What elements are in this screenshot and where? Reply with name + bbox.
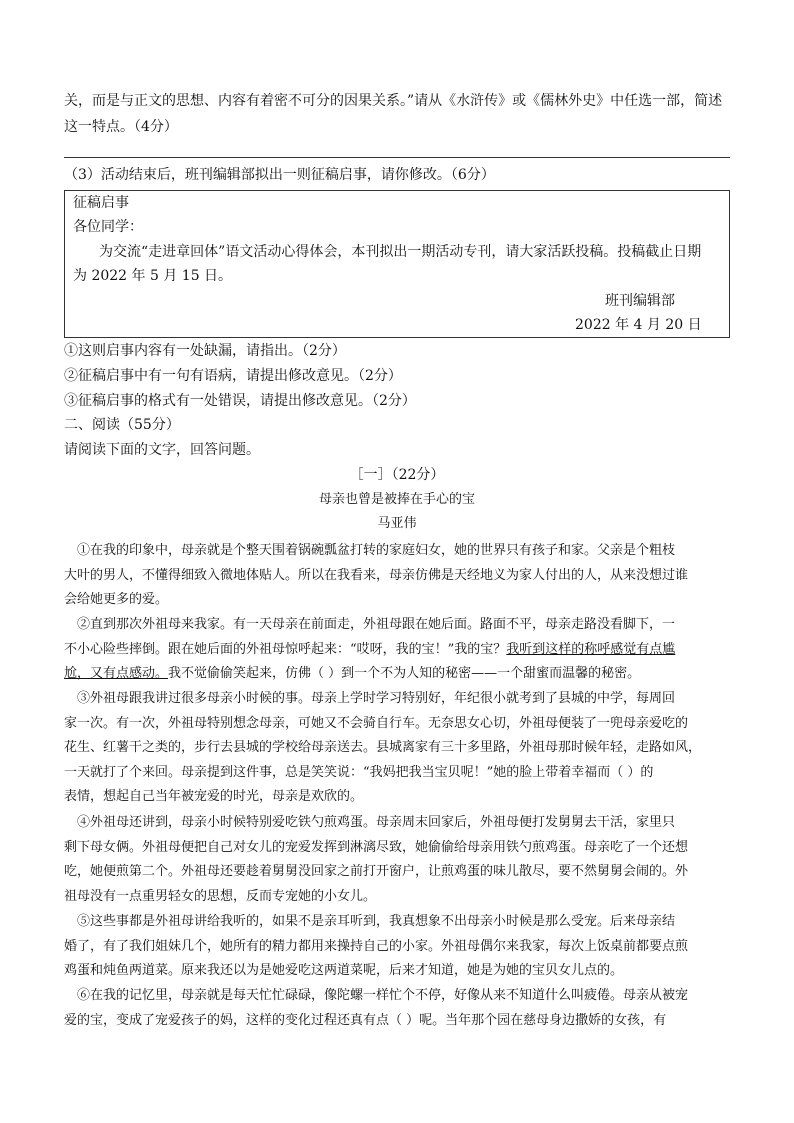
sub-question-3: ③征稿启事的格式有一处错误，请提出修改意见。（2分）	[64, 393, 416, 409]
paragraph-line: 祖母没有一点重男轻女的思想，反而专宠她的小女儿。	[64, 888, 377, 904]
notice-heading: 征稿启事	[73, 195, 129, 211]
paragraph-line: ④外祖母还讲到，母亲小时候特别爱吃铁勺煎鸡蛋。母亲周末回家后，外祖母便打发舅舅去干活，家里只	[77, 815, 676, 830]
paragraph-4	[64, 811, 728, 909]
paragraph-line: 花生、红薯干之类的，步行去县城的学校给母亲送去。县城离家有三十多里路，外祖母那时候年轻，走路如风，	[64, 740, 702, 756]
paragraph-text: 我不觉偷偷笑起来，仿佛（ ）到一个不为人知的秘密——一个甜蜜而温馨的秘密。	[168, 666, 641, 682]
paragraph-line: 大叶的男人，不懂得细致入微地体贴人。所以在我看来，母亲仿佛是天经地义为家人付出的人，从来没想过谁	[64, 567, 689, 583]
notice-signature: 班刊编辑部	[605, 293, 675, 309]
paragraph-1	[64, 539, 728, 613]
passage-author: 马亚伟	[377, 516, 417, 531]
paragraph-line: 鸡蛋和炖鱼两道菜。原来我还以为是她爱吃这两道菜呢，后来才知道，她是为她的宝贝女儿点的。	[64, 963, 624, 979]
paragraph-line: ②直到那次外祖母来我家。有一天母亲在前面走，外祖母跟在她后面。路面不平，母亲走路没看脚下，一	[77, 617, 676, 632]
paragraph-line: 家一次。有一次，外祖母特别想念母亲，可她又不会骑自行车。无奈思女心切，外祖母便装了一兜母亲爱吃的	[64, 715, 689, 731]
paragraph-2	[64, 613, 728, 687]
question-3-title: （3）活动结束后，班刊编辑部拟出一则征稿启事，请你修改。（6分）	[64, 167, 495, 183]
paragraph-line: ⑤这些事都是外祖母讲给我听的，如果不是亲耳听到，我真想象不出母亲小时候是那么受宠。后来母亲结	[77, 914, 676, 929]
paragraph-line: ⑥在我的记忆里，母亲就是每天忙忙碌碌，像陀螺一样忙个不停，好像从来不知道什么叫疲倦。母亲从被宠	[77, 988, 689, 1003]
divider	[64, 157, 730, 158]
paragraph-5	[64, 910, 728, 984]
paragraph-line: 爱的宝，变成了宠爱孩子的妈，这样的变化过程还真有点（ ）呢。当年那个园在慈母身边撒娇的女孩，有	[64, 1012, 667, 1028]
underlined-sentence: 我听到这样的称呼感觉有点尴	[506, 641, 676, 657]
paragraph-6	[64, 984, 728, 1033]
passage-number: ［一］（22分）	[349, 467, 445, 483]
paragraph-line: ①在我的印象中，母亲就是个整天围着锅碗瓢盆打转的家庭妇女，她的世界只有孩子和家。父亲是个粗枝	[77, 543, 676, 558]
paragraph-line: 会给她更多的爱。	[64, 592, 169, 608]
paragraph-line: ③外祖母跟我讲过很多母亲小时候的事。母亲上学时学习特别好，年纪很小就考到了县城的中学，每周回	[77, 691, 676, 706]
sub-question-2: ②征稿启事中有一句有语病，请提出修改意见。（2分）	[64, 368, 402, 384]
paragraph-3	[64, 687, 728, 810]
notice-box	[64, 190, 730, 338]
notice-greeting: 各位同学：	[73, 219, 143, 235]
notice-body-line: 为交流“走进章回体”语文活动心得体会，本刊拟出一期活动专刊，请大家活跃投稿。投稿截止日期	[99, 244, 702, 260]
paragraph-line: 表情，想起自己当年被宠爱的时光，母亲是欢欣的。	[64, 789, 364, 805]
passage-title: 母亲也曾是被捧在手心的宝	[318, 492, 475, 507]
paragraph-text: 不小心险些摔倒。跟在她后面的外祖母惊呼起来：“哎呀，我的宝！”我的宝？	[64, 641, 507, 657]
underlined-sentence: 尬，又有点感动。	[64, 666, 169, 682]
paragraph-line	[64, 638, 728, 663]
paragraph-line	[64, 662, 728, 687]
paragraph-line: 婚了，有了我们姐妹几个，她所有的精力都用来操持自己的小家。外祖母偶尔来我家，每次上饭桌前都要点煎	[64, 938, 689, 954]
section-instruction: 请阅读下面的文字，回答问题。	[64, 442, 260, 458]
paragraph-line: 一天就打了个来回。母亲提到这件事，总是笑笑说：“我妈把我当宝贝呢！”她的脸上带着幸福而（ ）的	[64, 764, 654, 780]
question-text-line: 关，而是与正文的思想、内容有着密不可分的因果关系。”请从《水浒传》或《儒林外史》中任选一部，简述	[64, 93, 723, 109]
paragraph-line: 吃，她便煎第二个。外祖母还要趁着舅舅没回家之前打开窗户，让煎鸡蛋的味儿散尽，要不然舅舅会闹的。外	[64, 864, 689, 880]
question-text-line: 这一特点。（4分）	[64, 119, 178, 135]
notice-body-line: 为 2022 年 5 月 15 日。	[73, 268, 233, 284]
notice-date: 2022 年 4 月 20 日	[575, 317, 702, 333]
sub-question-1: ①这则启事内容有一处缺漏，请指出。（2分）	[64, 343, 346, 359]
section-title: 二、阅读（55分）	[64, 417, 180, 433]
paragraph-line: 剩下母女俩。外祖母便把自己对女儿的宠爱发挥到淋漓尽致，她偷偷给母亲用铁勺煎鸡蛋。母亲吃了一个还想	[64, 839, 689, 855]
